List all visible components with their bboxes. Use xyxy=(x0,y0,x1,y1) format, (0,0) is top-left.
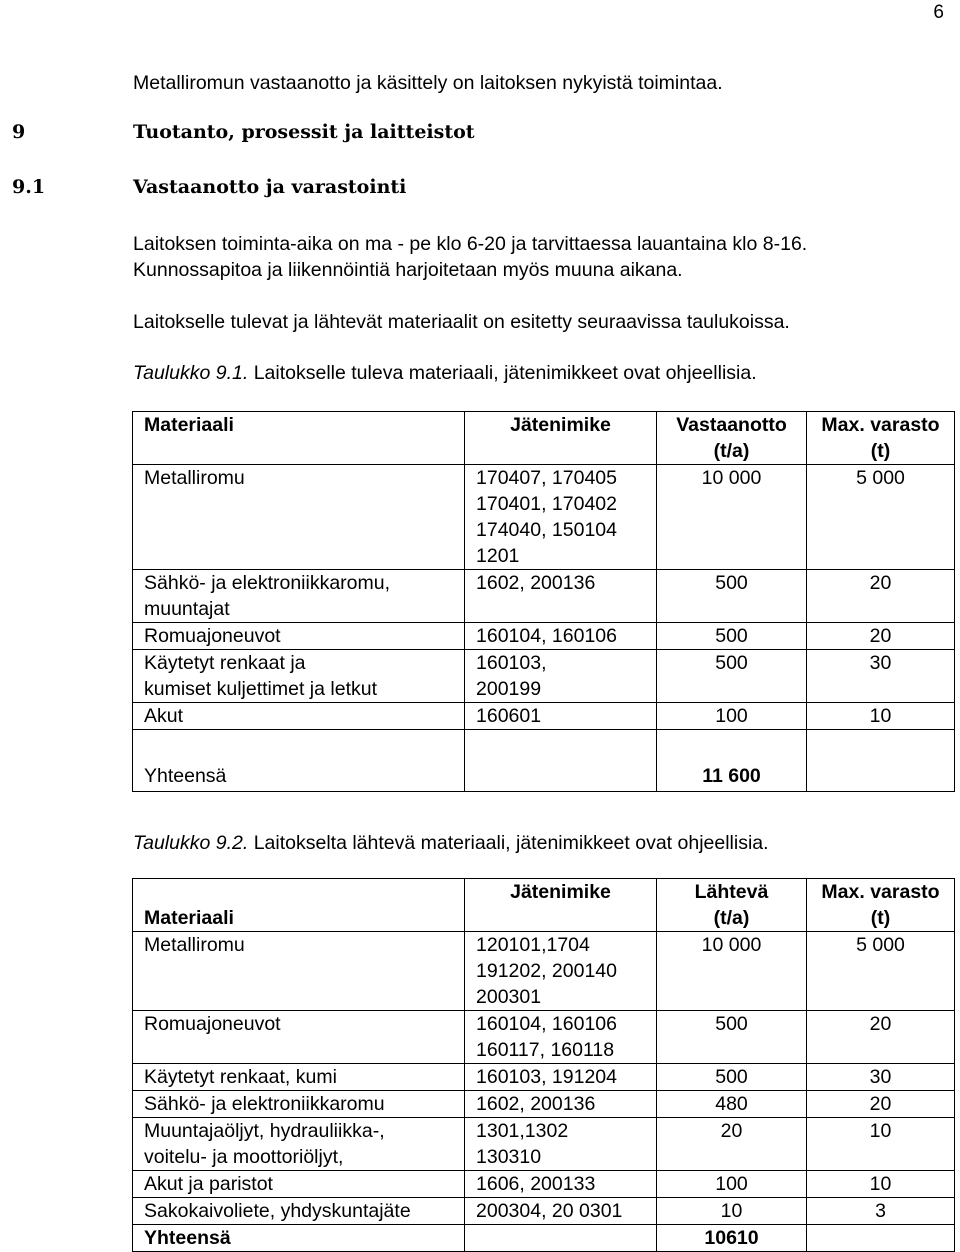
table1-caption xyxy=(133,360,757,386)
cell-codes xyxy=(465,1011,657,1064)
code-line: 170401, 170402 xyxy=(476,493,617,515)
cell-amount: 100 xyxy=(657,1171,807,1198)
code-line: 120101,1704 xyxy=(476,934,590,956)
cell-material: Akut xyxy=(133,703,465,730)
header-materiaali: Materiaali xyxy=(133,879,465,932)
header-max-l2: (t) xyxy=(870,440,891,462)
header-max-varasto xyxy=(807,879,955,932)
cell-amount: 480 xyxy=(657,1091,807,1118)
page-number: 6 xyxy=(933,2,944,23)
cell-material xyxy=(133,650,465,703)
total-empty-cell xyxy=(807,730,955,792)
material-line: kumiset kuljettimet ja letkut xyxy=(144,678,378,700)
code-line: 130310 xyxy=(476,1146,542,1168)
table-row xyxy=(133,1118,955,1171)
material-line: voitelu- ja moottoriöljyt, xyxy=(144,1146,344,1168)
material-line: Käytetyt renkaat ja xyxy=(144,652,306,674)
header-vastaanotto-l1: Vastaanotto xyxy=(676,414,787,436)
header-lahteva xyxy=(657,879,807,932)
cell-material: Käytetyt renkaat, kumi xyxy=(133,1064,465,1091)
total-amount: 10610 xyxy=(657,1225,807,1252)
code-line: 170407, 170405 xyxy=(476,467,617,489)
cell-amount: 500 xyxy=(657,1064,807,1091)
table-total-row xyxy=(133,730,955,792)
cell-amount: 100 xyxy=(657,703,807,730)
cell-amount: 10 xyxy=(657,1198,807,1225)
code-line: 160103, xyxy=(476,652,547,674)
operating-hours-line1: Laitoksen toiminta-aika on ma - pe klo 6-20 ja tarvittaessa lauantaina klo 8-16. xyxy=(133,233,808,255)
incoming-materials-table xyxy=(132,411,955,792)
tables-intro-paragraph: Laitokselle tulevat ja lähtevät materiaalit on esitetty seuraavissa taulukoissa. xyxy=(133,311,790,333)
cell-codes xyxy=(465,1118,657,1171)
cell-amount: 10 000 xyxy=(657,932,807,1011)
table-row xyxy=(133,932,955,1011)
header-jatenimike: Jätenimike xyxy=(465,879,657,932)
cell-max: 30 xyxy=(807,650,955,703)
table-row xyxy=(133,650,955,703)
header-max-varasto xyxy=(807,412,955,465)
cell-material: Sakokaivoliete, yhdyskuntajäte xyxy=(133,1198,465,1225)
table-header-row xyxy=(133,879,955,932)
material-line: Sähkö- ja elektroniikkaromu, xyxy=(144,572,391,594)
table1-caption-label: Taulukko 9.1. xyxy=(133,362,249,384)
cell-codes: 200304, 20 0301 xyxy=(465,1198,657,1225)
cell-max: 3 xyxy=(807,1198,955,1225)
cell-amount: 500 xyxy=(657,623,807,650)
cell-max: 30 xyxy=(807,1064,955,1091)
table2-caption xyxy=(133,830,769,856)
table-row xyxy=(133,1064,955,1091)
header-vastaanotto-l2: (t/a) xyxy=(713,440,750,462)
total-empty-cell xyxy=(465,730,657,792)
heading-9-1-title: Vastaanotto ja varastointi xyxy=(133,176,407,198)
cell-material: Metalliromu xyxy=(133,465,465,570)
cell-codes: 160103, 191204 xyxy=(465,1064,657,1091)
table-total-row xyxy=(133,1225,955,1252)
cell-codes: 160601 xyxy=(465,703,657,730)
total-empty-cell xyxy=(807,1225,955,1252)
cell-max: 10 xyxy=(807,1118,955,1171)
header-max-l1: Max. varasto xyxy=(821,414,940,436)
heading-9-number: 9 xyxy=(12,121,26,143)
cell-codes: 160104, 160106 xyxy=(465,623,657,650)
total-label: Yhteensä xyxy=(133,1225,465,1252)
header-jatenimike: Jätenimike xyxy=(465,412,657,465)
header-materiaali: Materiaali xyxy=(133,412,465,465)
cell-codes: 1602, 200136 xyxy=(465,570,657,623)
heading-9-1-number: 9.1 xyxy=(12,176,46,198)
cell-max: 20 xyxy=(807,1011,955,1064)
cell-max: 20 xyxy=(807,570,955,623)
cell-codes xyxy=(465,932,657,1011)
header-lahteva-l1: Lähtevä xyxy=(694,881,769,903)
table-row xyxy=(133,703,955,730)
table-row xyxy=(133,570,955,623)
code-line: 174040, 150104 xyxy=(476,519,617,541)
table-row xyxy=(133,1011,955,1064)
table-row xyxy=(133,1171,955,1198)
cell-material xyxy=(133,1118,465,1171)
code-line: 200199 xyxy=(476,678,542,700)
heading-9-title: Tuotanto, prosessit ja laitteistot xyxy=(133,121,475,143)
cell-material xyxy=(133,570,465,623)
table-row xyxy=(133,1091,955,1118)
cell-codes: 1606, 200133 xyxy=(465,1171,657,1198)
cell-amount: 500 xyxy=(657,1011,807,1064)
table1-caption-text: Laitokselle tuleva materiaali, jätenimikkeet ovat ohjeellisia. xyxy=(248,362,757,384)
code-line: 1301,1302 xyxy=(476,1120,569,1142)
cell-material: Romuajoneuvot xyxy=(133,1011,465,1064)
total-label: Yhteensä xyxy=(133,730,465,792)
table-row xyxy=(133,1198,955,1225)
code-line: 160117, 160118 xyxy=(476,1039,615,1061)
header-vastaanotto xyxy=(657,412,807,465)
cell-max: 10 xyxy=(807,703,955,730)
code-line: 160104, 160106 xyxy=(476,1013,617,1035)
cell-max: 10 xyxy=(807,1171,955,1198)
intro-paragraph: Metalliromun vastaanotto ja käsittely on laitoksen nykyistä toimintaa. xyxy=(133,72,723,94)
cell-material: Sähkö- ja elektroniikkaromu xyxy=(133,1091,465,1118)
cell-material: Metalliromu xyxy=(133,932,465,1011)
cell-codes xyxy=(465,650,657,703)
cell-max: 20 xyxy=(807,1091,955,1118)
cell-codes: 1602, 200136 xyxy=(465,1091,657,1118)
table2-caption-text: Laitokselta lähtevä materiaali, jätenimikkeet ovat ohjeellisia. xyxy=(248,832,769,854)
cell-amount: 20 xyxy=(657,1118,807,1171)
table-row xyxy=(133,623,955,650)
total-empty-cell xyxy=(465,1225,657,1252)
code-line: 1201 xyxy=(476,545,520,567)
material-line: muuntajat xyxy=(144,598,230,620)
cell-max: 5 000 xyxy=(807,465,955,570)
cell-amount: 500 xyxy=(657,650,807,703)
code-line: 200301 xyxy=(476,986,542,1008)
cell-max: 5 000 xyxy=(807,932,955,1011)
cell-codes xyxy=(465,465,657,570)
table-row xyxy=(133,465,955,570)
cell-max: 20 xyxy=(807,623,955,650)
cell-material: Romuajoneuvot xyxy=(133,623,465,650)
cell-material: Akut ja paristot xyxy=(133,1171,465,1198)
table2-caption-label: Taulukko 9.2. xyxy=(133,832,249,854)
cell-amount: 500 xyxy=(657,570,807,623)
header-lahteva-l2: (t/a) xyxy=(713,907,750,929)
header-max-l1: Max. varasto xyxy=(821,881,940,903)
header-max-l2: (t) xyxy=(870,907,891,929)
code-line: 191202, 200140 xyxy=(476,960,617,982)
operating-hours-line2: Kunnossapitoa ja liikennöintiä harjoitetaan myös muuna aikana. xyxy=(133,259,683,281)
material-line: Muuntajaöljyt, hydrauliikka-, xyxy=(144,1120,385,1142)
total-amount: 11 600 xyxy=(657,730,807,792)
cell-amount: 10 000 xyxy=(657,465,807,570)
table-header-row xyxy=(133,412,955,465)
outgoing-materials-table xyxy=(132,878,955,1252)
